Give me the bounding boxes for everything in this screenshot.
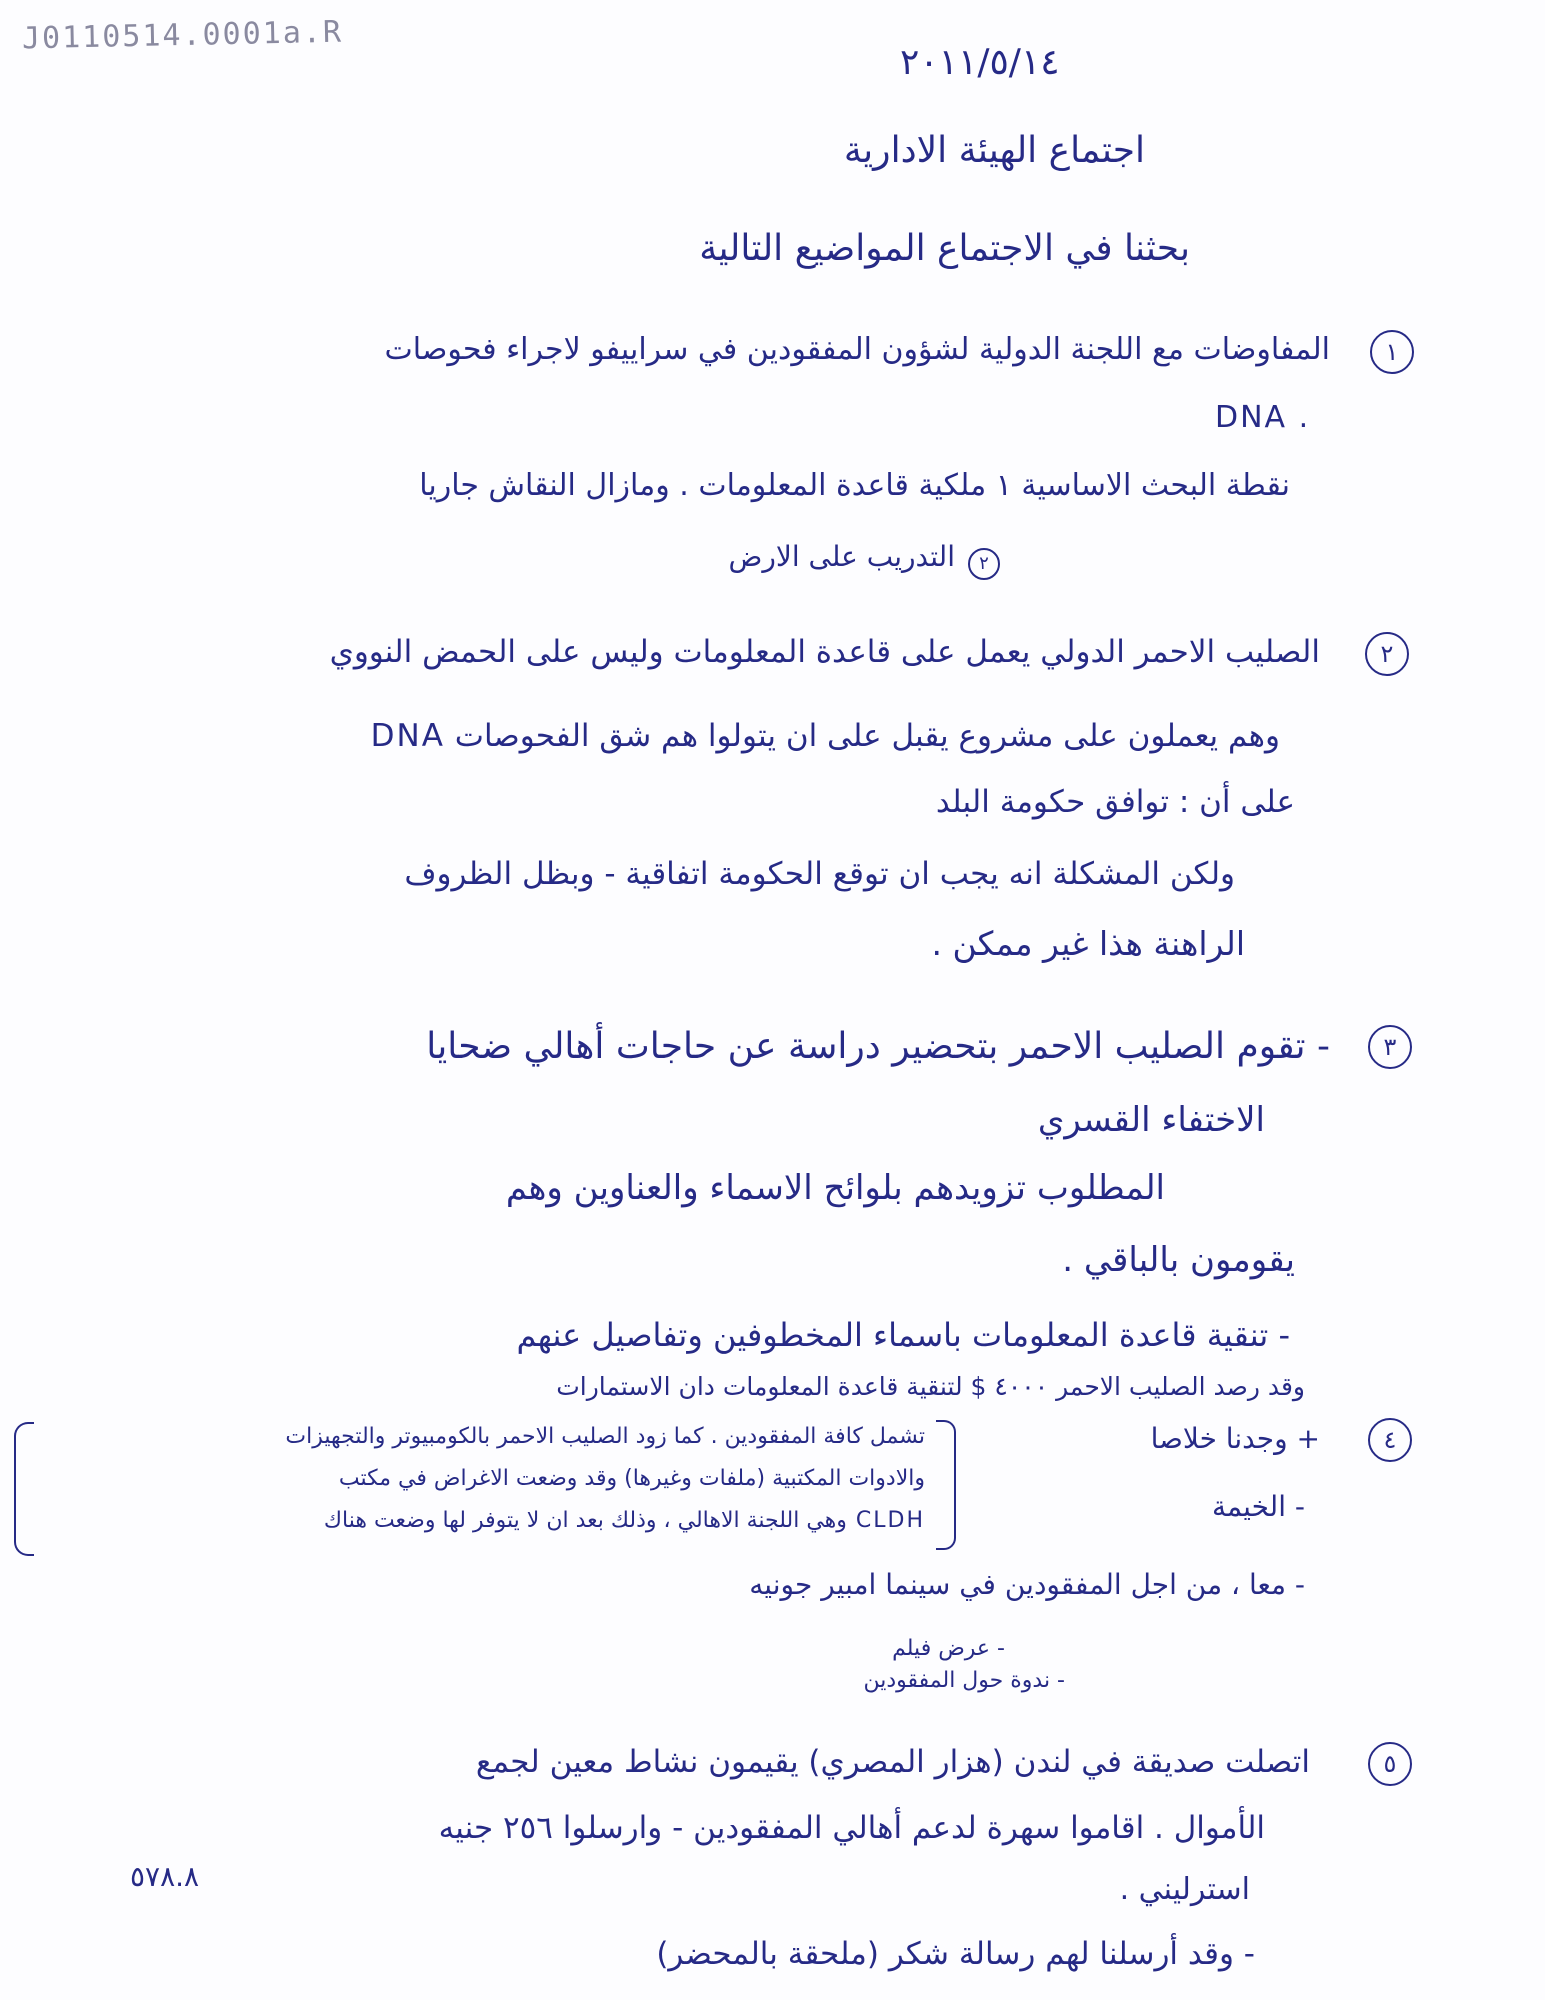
item-number-1: ١	[1370, 330, 1414, 374]
note-bracket-left	[14, 1422, 34, 1556]
item-3-line-2: الاختفاء القسري	[1037, 1100, 1265, 1140]
item-4-line-6: - عرض فيلم	[892, 1636, 1005, 1661]
item-number-5: ٥	[1368, 1742, 1412, 1786]
item-4-line-1: - تنقية قاعدة المعلومات باسماء المخطوفين وتفاصيل عنهم	[516, 1316, 1290, 1354]
item-number-4: ٤	[1368, 1418, 1412, 1462]
item-4-line-4: - الخيمة	[1211, 1490, 1305, 1523]
item-5-line-3: استرليني .	[1119, 1872, 1250, 1907]
item-3-line-1: - تقوم الصليب الاحمر بتحضير دراسة عن حاجات أهالي ضحايا	[426, 1026, 1330, 1067]
item-4-note-2: والادوات المكتبية (ملفات وغيرها) وقد وضعت الاغراض في مكتب	[338, 1466, 925, 1491]
item-number-2: ٢	[1365, 632, 1409, 676]
item-1-line-2: DNA .	[1215, 400, 1311, 435]
item-2-line-5: الراهنة هذا غير ممكن .	[931, 924, 1245, 963]
item-number-3: ٣	[1368, 1025, 1412, 1069]
meeting-subtitle: بحثنا في الاجتماع المواضيع التالية	[699, 228, 1190, 269]
item-2-line-4: ولكن المشكلة انه يجب ان توقع الحكومة اتفاقية - وبظل الظروف	[404, 856, 1235, 892]
item-4-line-7: - ندوة حول المفقودين	[863, 1668, 1065, 1693]
document-date: ٢٠١١/٥/١٤	[900, 42, 1060, 83]
document-id: J0110514.0001a.R	[21, 14, 344, 57]
item-4-line-5: - معا ، من اجل المفقودين في سينما امبير جونيه	[749, 1568, 1305, 1601]
item-2-line-1: الصليب الاحمر الدولي يعمل على قاعدة المعلومات وليس على الحمض النووي	[329, 634, 1320, 670]
item-1-sub-number: ٢	[968, 548, 1000, 580]
meeting-title: اجتماع الهيئة الادارية	[843, 130, 1145, 171]
item-5-amount-note: ٥٧٨.٨	[130, 1860, 200, 1893]
note-bracket-right	[936, 1420, 956, 1550]
item-1-line-3: نقطة البحث الاساسية ١ ملكية قاعدة المعلومات . ومازال النقاش جاريا	[419, 468, 1290, 503]
item-4-note-3: CLDH وهي اللجنة الاهالي ، وذلك بعد ان لا يتوفر لها وضعت هناك	[323, 1508, 925, 1533]
item-4-line-3: + وجدنا خلاصا	[1150, 1422, 1320, 1455]
item-1-line-1: المفاوضات مع اللجنة الدولية لشؤون المفقودين في سراييفو لاجراء فحوصات	[384, 332, 1330, 367]
item-5-line-4: - وقد أرسلنا لهم رسالة شكر (ملحقة بالمحضر)	[656, 1936, 1255, 1972]
item-3-line-4: يقومون بالباقي .	[1062, 1240, 1295, 1280]
item-5-line-2: الأموال . اقاموا سهرة لدعم أهالي المفقودين - وارسلوا ٢٥٦ جنيه	[438, 1810, 1265, 1846]
item-4-note-1: تشمل كافة المفقودين . كما زود الصليب الاحمر بالكومبيوتر والتجهيزات	[285, 1424, 925, 1449]
item-3-line-3: المطلوب تزويدهم بلوائح الاسماء والعناوين وهم	[505, 1168, 1165, 1208]
item-1-line-4: التدريب على الارض	[728, 540, 955, 573]
item-2-line-2: وهم يعملون على مشروع يقبل على ان يتولوا هم شق الفحوصات DNA	[370, 718, 1280, 754]
item-2-line-3: على أن : توافق حكومة البلد	[935, 784, 1295, 820]
item-4-line-2: وقد رصد الصليب الاحمر ٤٠٠٠ $ لتنقية قاعدة المعلومات دان الاستمارات	[556, 1372, 1305, 1401]
item-5-line-1: اتصلت صديقة في لندن (هزار المصري) يقيمون نشاط معين لجمع	[475, 1744, 1310, 1780]
